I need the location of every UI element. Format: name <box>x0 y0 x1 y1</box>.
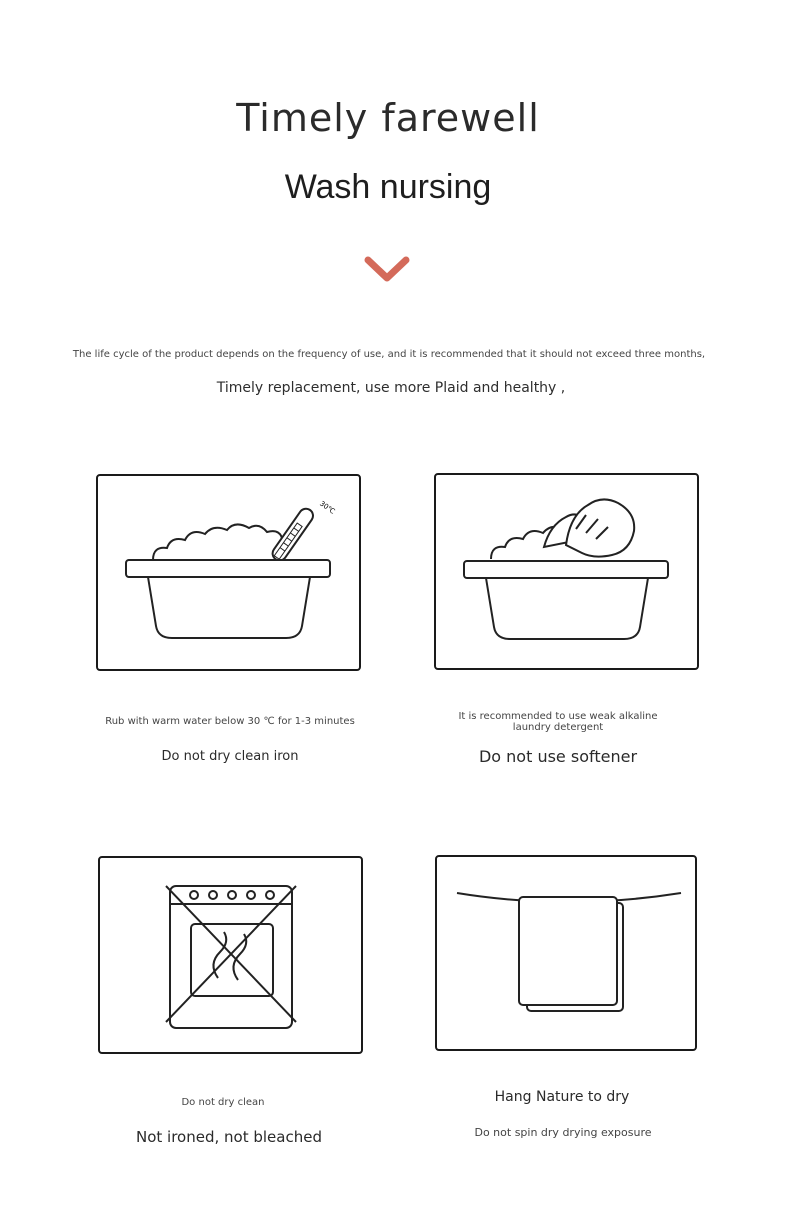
basin-thermometer-icon <box>98 476 363 673</box>
basin-hand-wash-icon <box>436 475 701 672</box>
card4-caption-main: Hang Nature to dry <box>494 1089 630 1105</box>
page-title: Timely farewell <box>236 96 540 140</box>
intro-text-line1: The life cycle of the product depends on the frequency of use, and it is recommended that it should not exceed three months, <box>72 349 706 360</box>
no-dryer-icon <box>100 858 365 1056</box>
card4-caption-small: Do not spin dry drying exposure <box>474 1126 652 1139</box>
card-hang-dry <box>435 855 697 1051</box>
card3-caption-main: Not ironed, not bleached <box>136 1128 322 1146</box>
card-detergent <box>434 473 699 670</box>
hang-dry-icon <box>437 857 699 1053</box>
intro-text-line2: Timely replacement, use more Plaid and healthy , <box>216 380 566 396</box>
card-warm-water <box>96 474 361 671</box>
chevron-down-icon <box>364 254 410 284</box>
card1-caption-main: Do not dry clean iron <box>161 749 299 764</box>
page-subtitle: Wash nursing <box>284 168 492 206</box>
card3-caption-small: Do not dry clean <box>181 1097 265 1108</box>
card2-caption-main: Do not use softener <box>478 747 638 766</box>
card-no-dry-clean <box>98 856 363 1054</box>
card2-caption-small: It is recommended to use weak alkaline laundry detergent <box>458 711 658 733</box>
thermometer-label: 30℃ <box>318 499 337 516</box>
card1-caption-small: Rub with warm water below 30 ℃ for 1-3 minutes <box>105 716 355 727</box>
